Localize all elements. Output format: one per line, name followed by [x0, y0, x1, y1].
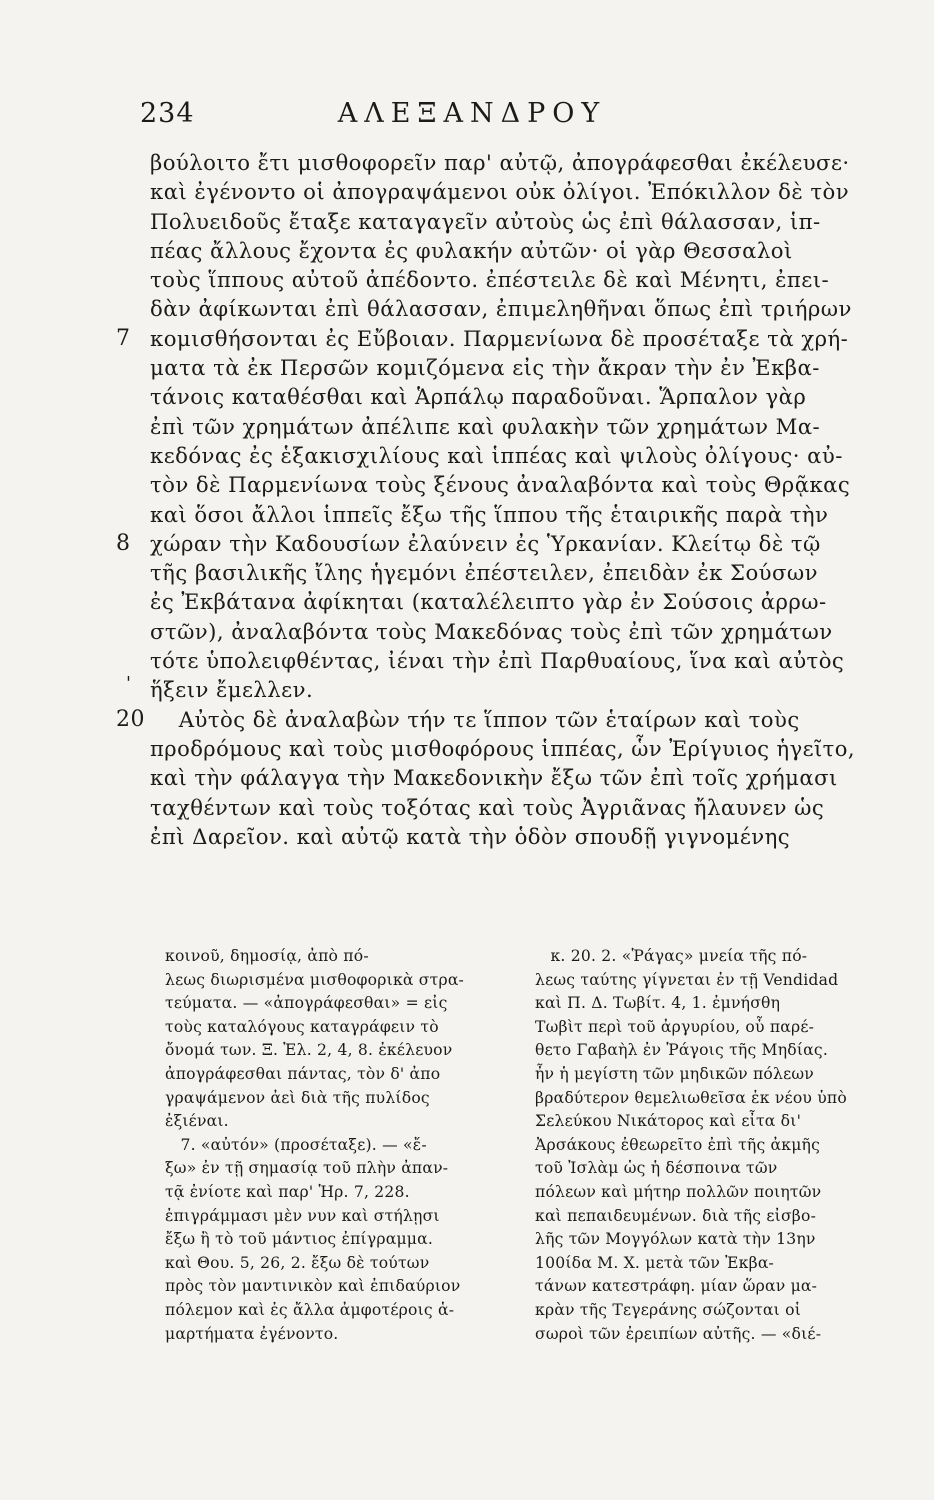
text-line	[150, 470, 860, 499]
footnote-line: γραψάμενον ἀεὶ διὰ τῆς πυλίδος	[165, 1088, 430, 1107]
footnote-line: βραδύτερον θεμελιωθεῖσα ἐκ νέου ὑπὸ	[535, 1088, 847, 1107]
text-line	[150, 412, 860, 441]
footnote-line: καὶ πεπαιδευμένων. διὰ τῆς εἰσβο-	[535, 1206, 817, 1225]
text-line-content: τάνοις καταθέσθαι καὶ Ἁρπάλῳ παραδοῦναι. Ἅρπαλον γὰρ	[150, 384, 807, 410]
footnote-line: λεως διωρισμένα μισθοφορικὰ στρα-	[165, 970, 465, 989]
text-line	[150, 294, 860, 323]
text-line-content: τῆς βασιλικῆς ἴλης ἡγεμόνι ἐπέστειλεν, ἐπειδὰν ἐκ Σούσων	[150, 560, 818, 586]
text-line-content: Αὐτὸς δὲ ἀναλαβὼν τήν τε ἵππον τῶν ἑταίρων καὶ τοὺς	[150, 706, 800, 732]
main-text	[116, 148, 860, 851]
footnote-line: λῆς τῶν Μογγόλων κατὰ τὴν 13ην	[535, 1230, 816, 1249]
text-line-content: βούλοιτο ἔτι μισθοφορεῖν παρ' αὐτῷ, ἀπογράφεσθαι ἐκέλευσε·	[150, 150, 850, 175]
text-line	[150, 265, 860, 294]
footnote-line: Σελεύκου Νικάτορος καὶ εἶτα δι'	[535, 1112, 802, 1131]
footnote-line: ἐξιέναι.	[165, 1112, 229, 1131]
footnote-line: κρὰν τῆς Τεγεράνης σώζονται οἱ	[535, 1300, 802, 1319]
text-line-content: καὶ τὴν φάλαγγα τὴν Μακεδονικὴν ἔξω τῶν ἐπὶ τοῖς χρήμασι	[150, 765, 838, 791]
text-line	[150, 441, 860, 470]
footnote-line: σωροὶ τῶν ἐρειπίων αὐτῆς. — «διέ-	[535, 1324, 822, 1343]
footnote-line: θετο Γαβαὴλ ἐν Ῥάγοις τῆς Μηδίας.	[535, 1041, 828, 1060]
footnote-line: καὶ Π. Δ. Τωβίτ. 4, 1. ἐμνήσθη	[535, 994, 781, 1013]
text-line	[126, 673, 860, 704]
footnote-line: Ἀρσάκους ἐθεωρεῖτο ἐπὶ τῆς ἀκμῆς	[535, 1135, 821, 1154]
footnote-line: ἔξω ἢ τὸ τοῦ μάντιος ἐπίγραμμα.	[165, 1230, 434, 1249]
footnote-line: μαρτήματα ἐγένοντο.	[165, 1324, 339, 1343]
text-line	[150, 587, 860, 616]
footnote-line: ἀπογράφεσθαι πάντας, τὸν δ' ἀπο	[165, 1064, 441, 1083]
text-line	[116, 705, 860, 734]
footnote-line: ὄνομά των. Ξ. Ἑλ. 2, 4, 8. ἐκέλευον	[165, 1041, 453, 1060]
footnote-line: πόλεμον καὶ ἐς ἄλλα ἀμφοτέροις ἁ-	[165, 1300, 455, 1319]
text-line-content: καὶ ἐγένοντο οἱ ἀπογραψάμενοι οὐκ ὀλίγοι. Ἐπόκιλλον δὲ τὸν	[150, 179, 850, 205]
text-line-content: τὸν δὲ Παρμενίωνα τοὺς ξένους ἀναλαβόντα καὶ τοὺς Θρᾷκας	[150, 472, 851, 498]
text-line-content: κεδόνας ἐς ἑξακισχιλίους καὶ ἱππέας καὶ ψιλοὺς ὀλίγους· αὐ-	[150, 442, 843, 468]
text-line	[150, 207, 860, 236]
text-line	[150, 236, 860, 265]
text-line	[150, 382, 860, 411]
text-line	[150, 500, 860, 529]
footnote-line: τάνων κατεστράφη. μίαν ὥραν μα-	[535, 1277, 818, 1296]
footnote-line: πόλεων καὶ μήτηρ πολλῶν ποιητῶν	[535, 1182, 822, 1201]
text-line	[150, 763, 860, 792]
text-line-content: ταχθέντων καὶ τοὺς τοξότας καὶ τοὺς Ἀγριᾶνας ἤλαυνεν ὡς	[150, 794, 825, 820]
footnote-line: κοινοῦ, δημοσίᾳ, ἀπὸ πό-	[165, 947, 369, 965]
footnote-line: κ. 20. 2. «Ῥάγας» μνεία τῆς πό-	[535, 947, 808, 965]
margin-section-number: 8	[116, 530, 131, 556]
footnote-line: τοῦ Ἰσλὰμ ὡς ἡ δέσποινα τῶν	[535, 1159, 778, 1178]
running-head: ΑΛΕΞΑΝΔΡΟΥ	[337, 98, 607, 129]
text-line	[116, 324, 860, 353]
footnote-line: λεως ταύτης γίγνεται ἐν τῇ Vendidad	[535, 970, 839, 989]
footnote-line: τᾷ ἐνίοτε καὶ παρ' Ἡρ. 7, 228.	[165, 1182, 410, 1201]
footnote-line: πρὸς τὸν μαντινικὸν καὶ ἐπιδαύριον	[165, 1277, 461, 1296]
text-line-content: χώραν τὴν Καδουσίων ἐλαύνειν ἐς Ὑρκανίαν. Κλείτῳ δὲ τῷ	[150, 530, 821, 556]
footnote-line: ξω» ἐν τῇ σημασίᾳ τοῦ πλὴν ἀπαν-	[165, 1159, 449, 1178]
text-line-content: ἐπὶ Δαρεῖον. καὶ αὐτῷ κατὰ τὴν ὁδὸν σπουδῇ γιγνομένης	[150, 823, 791, 849]
footnote-line: Τωβὶτ περὶ τοῦ ἀργυρίου, οὗ παρέ-	[535, 1017, 815, 1036]
text-line	[150, 353, 860, 382]
text-line	[150, 558, 860, 587]
footnotes-left-column	[165, 945, 515, 1346]
text-line	[150, 148, 860, 177]
text-line-content: ἐπὶ τῶν χρημάτων ἀπέλιπε καὶ φυλακὴν τῶν χρημάτων Μα-	[150, 413, 821, 439]
page-number: 234	[140, 98, 195, 129]
text-line	[150, 822, 860, 851]
footnote-line: 7. «αὐτόν» (προσέταξε). — «ἔ-	[165, 1135, 427, 1154]
margin-section-number: 7	[116, 325, 131, 351]
footnote-line: ἦν ἡ μεγίστη τῶν μηδικῶν πόλεων	[535, 1064, 814, 1083]
text-line-content: ἥξειν ἔμελλεν.	[150, 677, 314, 703]
text-line-content: δὰν ἀφίκωνται ἐπὶ θάλασσαν, ἐπιμεληθῆναι ὅπως ἐπὶ τριήρων	[150, 296, 852, 322]
text-line	[150, 734, 860, 763]
text-line-content: τοὺς ἵππους αὐτοῦ ἀπέδοντο. ἐπέστειλε δὲ καὶ Μένητι, ἐπει-	[150, 267, 830, 293]
margin-mark: '	[126, 673, 132, 695]
text-line-content: στῶν), ἀναλαβόντα τοὺς Μακεδόνας τοὺς ἐπὶ τῶν χρημάτων	[150, 618, 833, 644]
footnote-line: τεύματα. — «ἀπογράφεσθαι» = εἰς	[165, 994, 448, 1013]
footnotes-right-column	[535, 945, 870, 1346]
footnote-line: καὶ Θου. 5, 26, 2. ἔξω δὲ τούτων	[165, 1253, 430, 1272]
text-line-content: τότε ὑπολειφθέντας, ἰέναι τὴν ἐπὶ Παρθυαίους, ἵνα καὶ αὐτὸς	[150, 648, 845, 674]
text-line-content: προδρόμους καὶ τοὺς μισθοφόρους ἱππέας, ὧν Ἐρίγυιος ἡγεῖτο,	[150, 735, 855, 761]
text-line-content: κομισθήσονται ἐς Εὔβοιαν. Παρμενίωνα δὲ προσέταξε τὰ χρή-	[150, 325, 849, 351]
text-line-content: καὶ ὅσοι ἄλλοι ἱππεῖς ἔξω τῆς ἵππου τῆς ἑταιρικῆς παρὰ τὴν	[150, 501, 829, 527]
text-line	[150, 646, 860, 675]
text-line-content: πέας ἄλλους ἔχοντα ἐς φυλακήν αὐτῶν· οἱ γὰρ Θεσσαλοὶ	[150, 237, 793, 263]
text-line	[150, 617, 860, 646]
margin-section-number: 20	[116, 706, 145, 732]
text-line-content: Πολυειδοῦς ἔταξε καταγαγεῖν αὐτοὺς ὡς ἐπὶ θάλασσαν, ἱπ-	[150, 208, 821, 234]
text-line-content: ἐς Ἐκβάτανα ἀφίκηται (καταλέλειπτο γὰρ ἐν Σούσοις ἀρρω-	[150, 589, 827, 615]
text-line-content: ματα τὰ ἐκ Περσῶν κομιζόμενα εἰς τὴν ἄκραν τὴν ἐν Ἐκβα-	[150, 355, 820, 381]
text-line	[150, 177, 860, 206]
footnote-line: 100ίδα Μ. Χ. μετὰ τῶν Ἐκβα-	[535, 1253, 775, 1272]
footnote-line: τοὺς καταλόγους καταγράφειν τὸ	[165, 1017, 439, 1036]
page-header	[0, 98, 934, 138]
text-line	[150, 793, 860, 822]
footnote-line: ἐπιγράμμασι μὲν νυν καὶ στήλῃσι	[165, 1206, 440, 1225]
text-line	[116, 529, 860, 558]
